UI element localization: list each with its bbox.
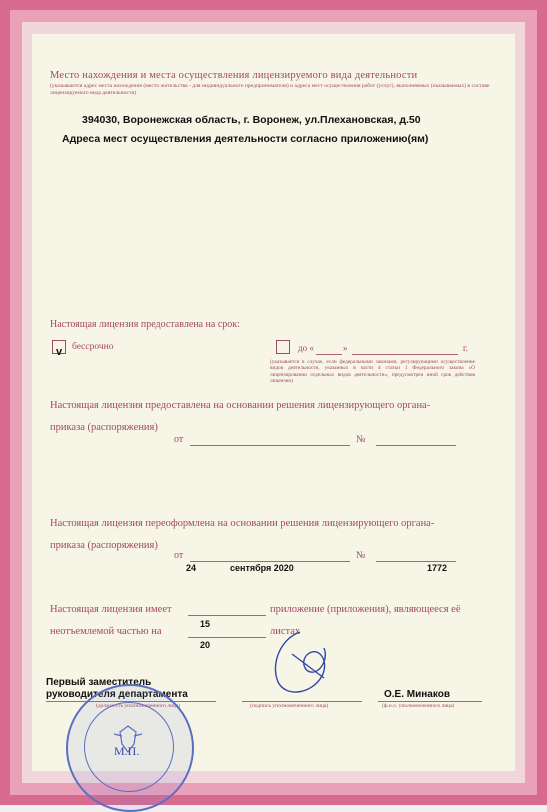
basis-line-2: приказа (распоряжения) [50, 422, 158, 433]
address-line: 394030, Воронежская область, г. Воронеж, ул.Плехановская, д.50 [82, 114, 421, 126]
stamp-mp-label: М.П. [114, 744, 140, 758]
reissue-date-line [190, 561, 350, 562]
basis-number-line [376, 445, 456, 446]
appendix-text-4: листах [270, 626, 301, 637]
sign-caption: (подпись уполномоченного лица) [250, 703, 329, 709]
basis-number-sign: № [356, 434, 366, 445]
signer-name: О.Е. Минаков [384, 689, 450, 700]
until-day-line [316, 354, 342, 355]
until-note: (указывается в случае, если федеральными законами, регулирующими осуществление видов деятельности, указанных в части 4 статьи 1 Федерального закона «О лицензировании отдельных видов деятельности», предусмотрен иной срок действия лицензии) [270, 359, 475, 384]
appendix-sheets-line [188, 637, 266, 638]
reissue-month-year: сентября 2020 [230, 563, 294, 573]
appendix-text-3: неотъемлемой частью на [50, 626, 162, 637]
until-checkbox [276, 340, 290, 354]
handwritten-signature [262, 624, 342, 704]
until-suffix: г. [463, 343, 468, 353]
reissue-number-sign: № [356, 550, 366, 561]
indefinite-label: бессрочно [72, 342, 114, 352]
name-line [378, 701, 482, 702]
basis-from: от [174, 434, 184, 445]
appendix-count: 15 [200, 619, 211, 629]
until-date-line [352, 354, 458, 355]
reissue-from: от [174, 550, 184, 561]
reissue-order-number: 1772 [427, 563, 448, 573]
name-caption: (ф.и.о. уполномоченного лица) [382, 703, 455, 709]
reissue-line-2: приказа (распоряжения) [50, 540, 158, 551]
reissue-day: 24 [186, 563, 197, 573]
check-mark: v [56, 346, 63, 358]
document-body [32, 34, 515, 771]
address-appendix-note: Адреса мест осуществления деятельности согласно приложению(ям) [62, 133, 429, 145]
signer-position-2: руководителя департамента [46, 689, 188, 700]
until-prefix: до « [298, 343, 314, 353]
reissue-line-1: Настоящая лицензия переоформлена на основании решения лицензирующего органа- [50, 518, 435, 529]
basis-line-1: Настоящая лицензия предоставлена на основании решения лицензирующего органа- [50, 400, 431, 411]
basis-date-line [190, 445, 350, 446]
term-label: Настоящая лицензия предоставлена на срок: [50, 319, 240, 330]
appendix-count-line [188, 615, 266, 616]
location-note: (указываются адрес места нахождения (место жительства - для индивидуального предпринимателя) и адреса мест осуществления работ (услуг), выполняемых (оказываемых) в составе лицензируемого вида деятельности) [50, 83, 490, 96]
appendix-text-1: Настоящая лицензия имеет [50, 604, 172, 615]
appendix-sheets: 20 [200, 640, 211, 650]
until-mid: » [343, 343, 348, 353]
reissue-number-line [376, 561, 456, 562]
position-caption: (должность уполномоченного лица) [96, 703, 181, 709]
appendix-text-2: приложение (приложения), являющееся её [270, 604, 461, 615]
signer-position-1: Первый заместитель [46, 677, 152, 688]
location-title: Место нахождения и места осуществления лицензируемого вида деятельности [50, 70, 418, 81]
